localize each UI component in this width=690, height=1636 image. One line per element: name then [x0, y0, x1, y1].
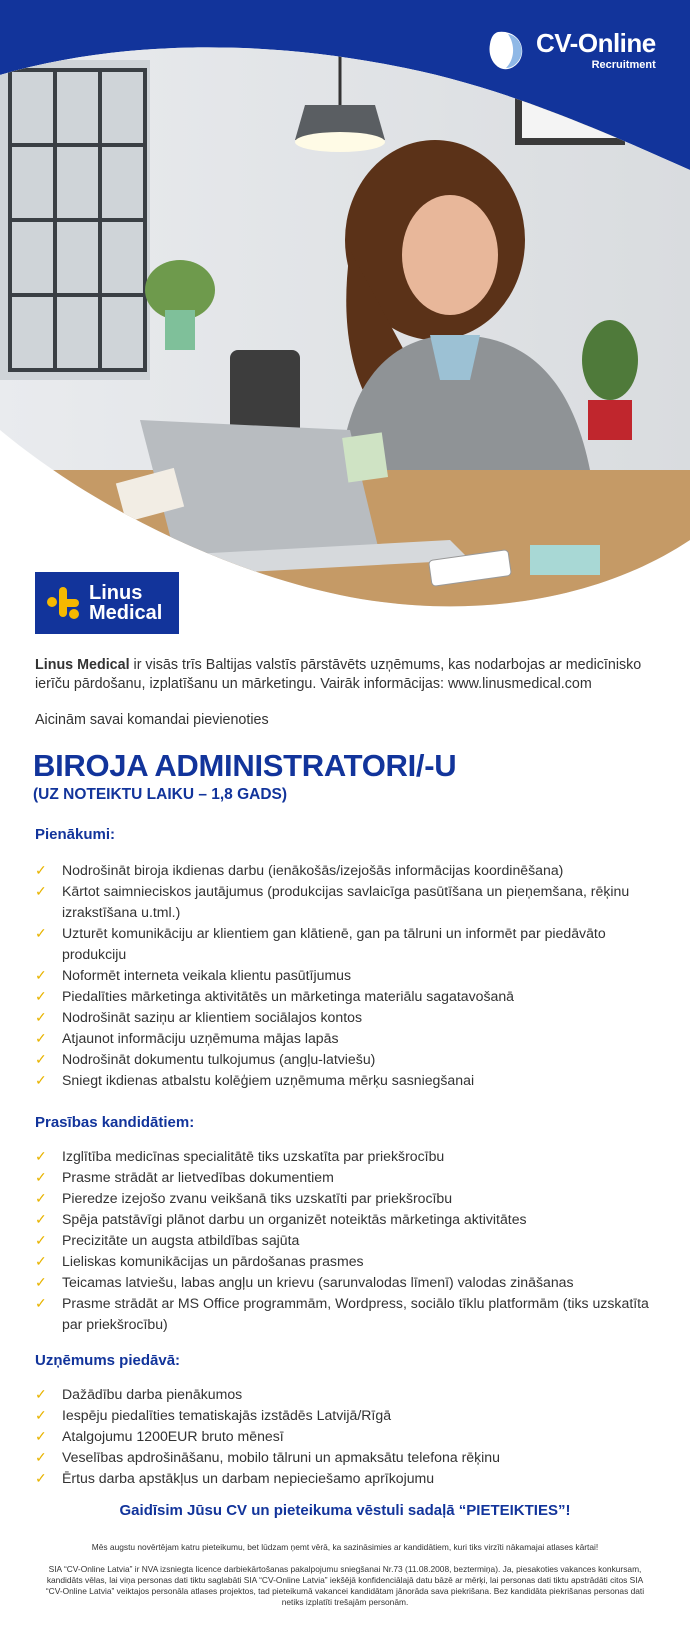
list-item — [35, 1384, 665, 1405]
list-item-text: Nodrošināt saziņu ar klientiem sociālajos kontos — [62, 1009, 363, 1025]
list-item — [35, 1468, 665, 1489]
duties-list — [35, 860, 665, 1091]
checkmark-icon: ✓ — [35, 967, 47, 983]
list-item-text: Ērtus darba apstākļus un darbam nepieciešamo aprīkojumu — [62, 1470, 435, 1486]
list-item — [35, 1426, 665, 1447]
list-item-text: Spēja patstāvīgi plānot darbu un organizēt noteiktās mārketinga aktivitātes — [62, 1211, 527, 1227]
list-item-text: Kārtot saimnieciskos jautājumus (produkcijas savlaicīga pasūtīšana un pieņemšana, rēķinu izrakstīšana u.tml.) — [62, 883, 630, 920]
company-description: ir visās trīs Baltijas valstīs pārstāvēts uzņēmums, kas nodarbojas ar medicīnisko ierīču pārdošanu, izplatīšanu un mārketingu. Vairāk informācijas: www.linusmedical.com — [35, 657, 642, 692]
brand-name: CV-Online — [536, 27, 656, 58]
list-item — [35, 1230, 665, 1251]
list-item-text: Nodrošināt dokumentu tulkojumus (angļu-latviešu) — [62, 1051, 376, 1067]
list-item-text: Prasme strādāt ar lietvedības dokumentiem — [62, 1169, 334, 1185]
checkmark-icon: ✓ — [35, 1274, 47, 1290]
list-item-text: Atalgojumu 1200EUR bruto mēnesī — [62, 1428, 284, 1444]
list-item — [35, 1007, 665, 1028]
hero-banner — [0, 0, 690, 630]
list-item — [35, 1049, 665, 1070]
list-item — [35, 1293, 665, 1335]
requirements-list — [35, 1146, 665, 1335]
position-subtitle: (UZ NOTEIKTU LAIKU – 1,8 GADS) — [33, 786, 288, 803]
list-item-text: Nodrošināt biroja ikdienas darbu (ienākošās/izejošās informācijas koordinēšana) — [62, 862, 564, 878]
checkmark-icon: ✓ — [35, 1072, 47, 1088]
checkmark-icon: ✓ — [35, 1449, 47, 1465]
list-item-text: Atjaunot informāciju uzņēmuma mājas lapās — [62, 1030, 339, 1046]
company-logo-line2: Medical — [89, 602, 163, 624]
list-item-text: Piedalīties mārketinga aktivitātēs un mārketinga materiālu sagatavošanā — [62, 988, 515, 1004]
list-item — [35, 881, 665, 923]
list-item — [35, 965, 665, 986]
list-item-text: Uzturēt komunikāciju ar klientiem gan klātienē, gan pa tālruni un informēt par piedāvāto produkciju — [62, 925, 606, 962]
list-item-text: Veselības apdrošināšanu, mobilo tālruni un apmaksātu telefona rēķinu — [62, 1449, 500, 1465]
checkmark-icon: ✓ — [35, 1407, 47, 1423]
list-item — [35, 1188, 665, 1209]
requirements-heading: Prasības kandidātiem: — [35, 1114, 195, 1131]
list-item — [35, 1070, 665, 1091]
offer-list — [35, 1384, 665, 1489]
checkmark-icon: ✓ — [35, 1211, 47, 1227]
duties-heading: Pienākumi: — [35, 826, 116, 843]
checkmark-icon: ✓ — [35, 1190, 47, 1206]
list-item — [35, 860, 665, 881]
list-item-text: Izglītība medicīnas specialitātē tiks uzskatīta par priekšrocību — [62, 1148, 445, 1164]
position-title: BIROJA ADMINISTRATORI/-U — [33, 748, 457, 783]
list-item-text: Pieredze izejošo zvanu veikšanā tiks uzskatīti par priekšrocību — [62, 1190, 453, 1206]
list-item-text: Sniegt ikdienas atbalstu kolēģiem uzņēmuma mērķu sasniegšanai — [62, 1072, 475, 1088]
checkmark-icon: ✓ — [35, 925, 47, 941]
company-intro — [35, 656, 660, 693]
footer-notice: Mēs augstu novērtējam katru pieteikumu, bet lūdzam ņemt vērā, ka sazināsimies ar kandidātiem, kuri tiks virzīti nākamajai atlases kārtai! — [91, 1542, 599, 1552]
company-logo-line1: Linus — [89, 582, 143, 604]
checkmark-icon: ✓ — [35, 1232, 47, 1248]
list-item-text: Noformēt interneta veikala klientu pasūtījumus — [62, 967, 352, 983]
list-item-text: Precizitāte un augsta atbildības sajūta — [62, 1232, 300, 1248]
list-item — [35, 1405, 665, 1426]
brand-subtitle: Recruitment — [591, 58, 656, 71]
apply-call-to-action: Gaidīsim Jūsu CV un pieteikuma vēstuli sadaļā “PIETEIKTIES”! — [119, 1502, 571, 1519]
list-item — [35, 1209, 665, 1230]
list-item-text: Teicamas latviešu, labas angļu un krievu (sarunvalodas līmenī) valodas zināšanas — [62, 1274, 574, 1290]
list-item-text: Dažādību darba pienākumos — [62, 1386, 243, 1402]
linus-medical-logo — [35, 572, 179, 634]
checkmark-icon: ✓ — [35, 883, 47, 899]
checkmark-icon: ✓ — [35, 1009, 47, 1025]
checkmark-icon: ✓ — [35, 1148, 47, 1164]
list-item — [35, 986, 665, 1007]
cv-online-logo[interactable] — [488, 28, 656, 72]
invite-text: Aicinām savai komandai pievienoties — [35, 712, 269, 728]
cv-online-logo-icon — [488, 28, 528, 72]
company-name: Linus Medical — [35, 657, 130, 673]
checkmark-icon: ✓ — [35, 1295, 47, 1311]
checkmark-icon: ✓ — [35, 862, 47, 878]
offer-heading: Uzņēmums piedāvā: — [35, 1352, 181, 1369]
list-item-text: Lieliskas komunikācijas un pārdošanas prasmes — [62, 1253, 364, 1269]
hero-photo-illustration — [0, 0, 690, 630]
list-item — [35, 1167, 665, 1188]
list-item — [35, 1272, 665, 1293]
checkmark-icon: ✓ — [35, 988, 47, 1004]
list-item — [35, 1146, 665, 1167]
list-item — [35, 1028, 665, 1049]
checkmark-icon: ✓ — [35, 1470, 47, 1486]
list-item — [35, 923, 665, 965]
checkmark-icon: ✓ — [35, 1253, 47, 1269]
list-item — [35, 1251, 665, 1272]
footer-legal: SIA “CV-Online Latvia” ir NVA izsniegta licence darbiekārtošanas pakalpojumu sniegšanai Nr.73 (11.08.2008, beztermiņa). Ja, piesakoties vakances konkursam, kandidāts vēlas, lai viņa personas dati tiktu saglabāti SIA “CV-Online Latvia” iekšējā konfidenciālajā datu bāzē ar mērķi, lai personas dati tiktu apstrādāti citos SIA “CV-Online Latvia” veiktajos personāla atlases projektos, tad pieteikumā vakancei kandidātam jānorāda sava piekrišana. Bez kandidāta piekrišanas personas dati netiks izplatīti trešajām personām. — [45, 1564, 645, 1607]
checkmark-icon: ✓ — [35, 1428, 47, 1444]
list-item — [35, 1447, 665, 1468]
checkmark-icon: ✓ — [35, 1386, 47, 1402]
checkmark-icon: ✓ — [35, 1051, 47, 1067]
list-item-text: Prasme strādāt ar MS Office programmām, Wordpress, sociālo tīklu platformām (tiks uzskatīta par priekšrocību) — [62, 1295, 649, 1332]
list-item-text: Iespēju piedalīties tematiskajās izstādēs Latvijā/Rīgā — [62, 1407, 392, 1423]
checkmark-icon: ✓ — [35, 1169, 47, 1185]
checkmark-icon: ✓ — [35, 1030, 47, 1046]
linus-medical-logo-icon — [43, 583, 83, 623]
